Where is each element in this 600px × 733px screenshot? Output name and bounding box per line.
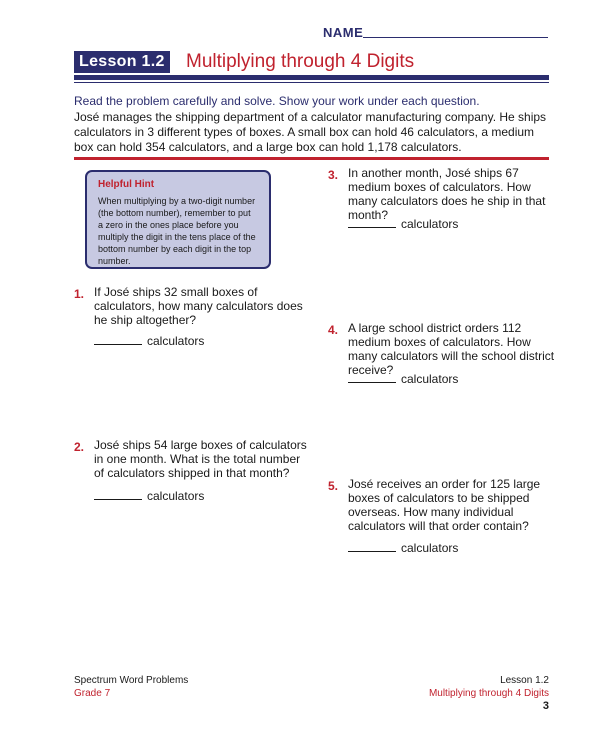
answer-blank[interactable] [348,382,396,383]
question-number: 5. [328,479,339,493]
question-5-text: José receives an order for 125 large boxes of calculators to be shipped overseas. How many individual calculators will that order contain? [348,477,541,533]
name-line [363,37,548,38]
question-number: 4. [328,323,339,337]
question-2-answer[interactable] [94,489,204,503]
lesson-title: Multiplying through 4 Digits [186,51,415,72]
question-1-answer[interactable] [94,334,204,348]
footer-lesson-title: Multiplying through 4 Digits [428,688,549,699]
hint-text: When multiplying by a two-digit number (the bottom number), remember to put a zero in the ones place before you multiply the digit in the tens place of the bottom number by each digit in the top number. [98,196,256,266]
footer-right [429,674,549,700]
answer-blank[interactable] [348,551,396,552]
answer-unit: calculators [147,489,205,503]
intro-paragraph: José manages the shipping department of a calculator manufacturing company. He ships calculators in 3 different types of boxes. A small box can hold 46 calculators, a medium box can hold 354 calculators, and a large box can hold 1,178 calculators. [74,110,547,154]
question-4 [328,321,338,339]
question-3 [328,166,338,184]
footer-grade: Grade 7 [74,688,111,699]
answer-unit: calculators [401,372,459,386]
answer-blank[interactable] [94,499,142,500]
header-rule-thin [74,82,549,83]
header-rule [74,75,549,80]
section-divider [74,157,549,160]
name-label: NAME [323,25,364,40]
question-number: 1. [74,287,85,301]
answer-unit: calculators [401,541,459,555]
question-number: 2. [74,440,85,454]
question-3-answer[interactable] [348,217,458,231]
question-5 [328,477,338,495]
lesson-badge: Lesson 1.2 [74,51,170,73]
question-3-text: In another month, José ships 67 medium boxes of calculators. How many calculators does he ship in that month? [348,166,546,222]
question-2-text: José ships 54 large boxes of calculators in one month. What is the total number of calculators shipped in that month? [94,438,307,480]
answer-blank[interactable] [348,227,396,228]
footer-lesson: Lesson 1.2 [500,675,549,686]
page-number: 3 [542,700,549,712]
question-4-text: A large school district orders 112 medium boxes of calculators. How many calculators will the school district receive? [348,321,555,377]
helpful-hint-box [85,170,271,269]
question-number: 3. [328,168,339,182]
answer-blank[interactable] [94,344,142,345]
footer-left [74,674,188,700]
question-1-text: If José ships 32 small boxes of calculators, how many calculators does he ship altogether? [94,285,303,327]
answer-unit: calculators [401,217,459,231]
footer-book: Spectrum Word Problems [74,675,189,686]
question-2 [74,438,84,456]
instructions: Read the problem carefully and solve. Show your work under each question. [74,94,480,108]
question-4-answer[interactable] [348,372,458,386]
question-5-answer[interactable] [348,541,458,555]
hint-title: Helpful Hint [98,179,155,190]
question-1 [74,285,84,303]
answer-unit: calculators [147,334,205,348]
